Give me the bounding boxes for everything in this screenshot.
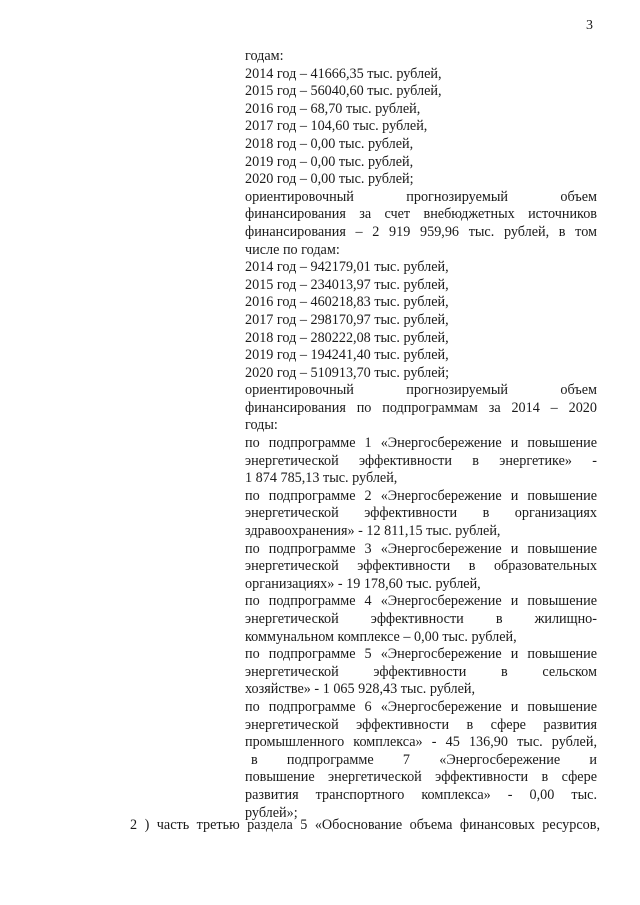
text-line: финансирования по подпрограммам за 2014 – 2020: [245, 399, 597, 416]
text-line: организациях» - 19 178,60 тыс. рублей,: [245, 575, 481, 592]
text-line: энергетической эффективности в жилищно-: [245, 611, 597, 627]
text-line: 2015 год – 234013,97 тыс. рублей,: [245, 276, 449, 293]
text-line: 2017 год – 298170,97 тыс. рублей,: [245, 311, 449, 328]
text-line: в подпрограмме 7 «Энергосбережение и: [251, 751, 597, 768]
text-line: промышленного комплекса» - 45 136,90 тыс. рублей,: [245, 734, 597, 751]
text-line: 2015 год – 56040,60 тыс. рублей,: [245, 83, 442, 100]
text-line: развития транспортного комплекса» - 0,00 тыс.: [245, 786, 597, 803]
text-line: энергетической эффективности в энергетике» -: [245, 452, 597, 469]
text-line: здравоохранения» - 12 811,15 тыс. рублей,: [245, 523, 501, 540]
text-line: годы:: [245, 417, 278, 434]
text-line: 2016 год – 68,70 тыс. рублей,: [245, 100, 421, 117]
text-line: по подпрограмме 5 «Энергосбережение и повышение: [245, 646, 597, 663]
text-line: энергетической эффективности в организациях: [245, 505, 597, 522]
text-line: энергетической эффективности в образовательных: [245, 558, 597, 575]
text-line: финансирования – 2 919 959,96 тыс. рублей, в том: [245, 223, 597, 240]
text-line: годам:: [245, 48, 284, 64]
page-number: 3: [586, 18, 593, 33]
text-line: 2014 год – 41666,35 тыс. рублей,: [245, 65, 442, 82]
text-line: 2020 год – 510913,70 тыс. рублей;: [245, 364, 450, 381]
text-line: рублей»;: [245, 804, 298, 821]
text-line: 2017 год – 104,60 тыс. рублей,: [245, 118, 428, 135]
text-line: по подпрограмме 3 «Энергосбережение и повышение: [245, 540, 597, 557]
text-line: по подпрограмме 2 «Энергосбережение и повышение: [245, 487, 597, 504]
text-line: энергетической эффективности в сфере развития: [245, 716, 597, 733]
text-line: числе по годам:: [245, 241, 340, 258]
text-line: 2014 год – 942179,01 тыс. рублей,: [245, 259, 449, 276]
text-line: повышение энергетической эффективности в сфере: [245, 769, 597, 786]
text-line: ориентировочный прогнозируемый объем: [245, 188, 597, 205]
text-line: по подпрограмме 6 «Энергосбережение и повышение: [245, 698, 597, 715]
text-line: 2016 год – 460218,83 тыс. рублей,: [245, 294, 449, 311]
text-line: ориентировочный прогнозируемый объем: [245, 382, 597, 399]
text-line: 2019 год – 0,00 тыс. рублей,: [245, 153, 414, 170]
text-line: хозяйстве» - 1 065 928,43 тыс. рублей,: [245, 681, 476, 698]
text-line: энергетической эффективности в сельском: [245, 663, 597, 680]
text-line: 2019 год – 194241,40 тыс. рублей,: [245, 347, 449, 364]
text-line: финансирования за счет внебюджетных источников: [245, 206, 597, 223]
text-line: 2020 год – 0,00 тыс. рублей;: [245, 171, 414, 188]
bottom-paragraph-line: 2 ) часть третью раздела 5 «Обоснование объема финансовых ресурсов,: [130, 817, 600, 833]
text-line: 1 874 785,13 тыс. рублей,: [245, 470, 398, 487]
text-line: 2018 год – 0,00 тыс. рублей,: [245, 135, 414, 152]
text-line: по подпрограмме 4 «Энергосбережение и повышение: [245, 593, 597, 610]
text-line: по подпрограмме 1 «Энергосбережение и повышение: [245, 435, 597, 452]
text-line: 2018 год – 280222,08 тыс. рублей,: [245, 329, 449, 346]
text-column: [245, 48, 597, 822]
text-line: коммунальном комплексе – 0,00 тыс. рублей,: [245, 628, 517, 645]
